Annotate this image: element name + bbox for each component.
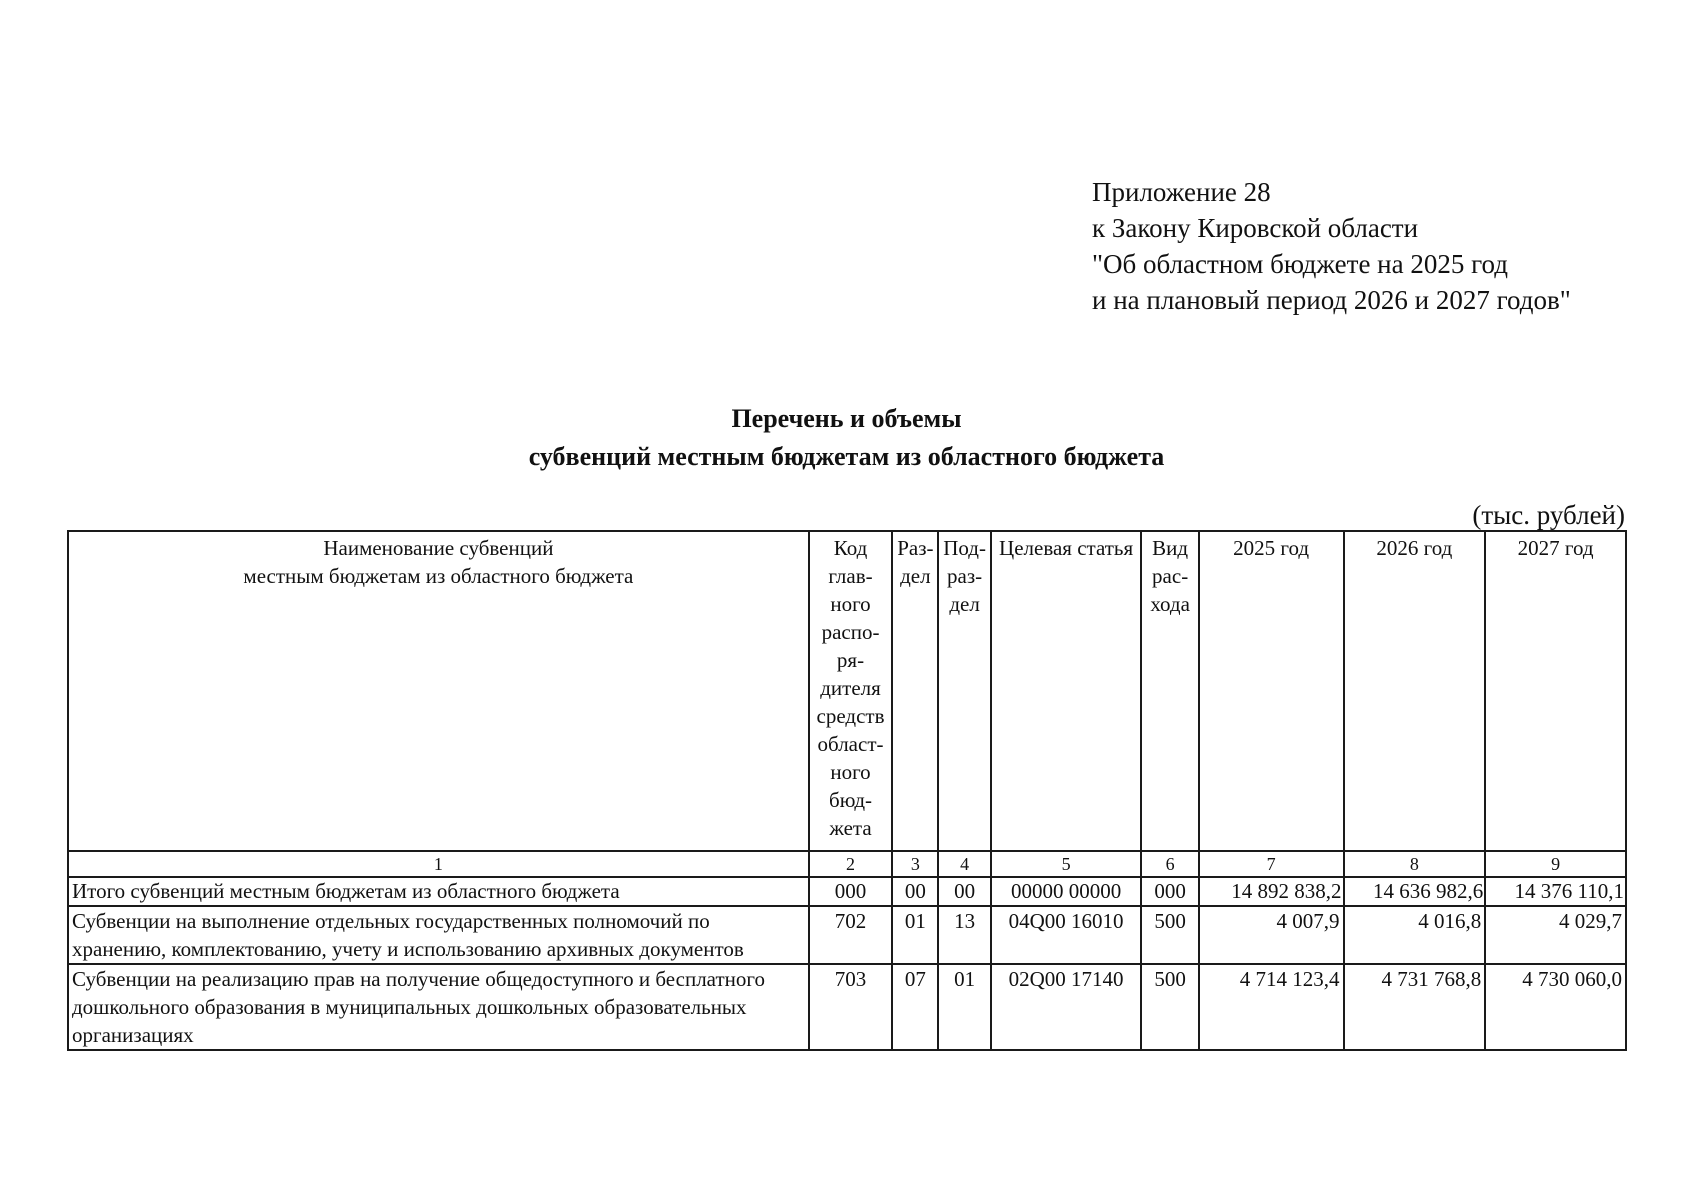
total-name: Итого субвенций местным бюджетам из областного бюджета	[68, 877, 809, 906]
appendix-block	[1092, 174, 1571, 318]
row-name: Субвенции на реализацию прав на получение общедоступного и бесплатного дошкольного образования в муниципальных дошкольных образовательных организациях	[68, 964, 809, 1050]
header-2026: 2026 год	[1344, 531, 1486, 851]
row-2027: 4 730 060,0	[1485, 964, 1626, 1050]
row-2027: 4 029,7	[1485, 906, 1626, 964]
row-target: 04Q00 16010	[991, 906, 1142, 964]
header-subsection: Под-раз-дел	[938, 531, 990, 851]
row-2026: 4 731 768,8	[1344, 964, 1486, 1050]
table-row	[68, 906, 1626, 964]
appendix-line-3: "Об областном бюджете на 2025 год	[1092, 249, 1508, 279]
total-target: 00000 00000	[991, 877, 1142, 906]
title-line-1: Перечень и объемы	[731, 404, 962, 433]
header-name-line-2: местным бюджетам из областного бюджета	[243, 564, 634, 588]
header-2025: 2025 год	[1199, 531, 1344, 851]
units-label: (тыс. рублей)	[1472, 500, 1625, 530]
row-name: Субвенции на выполнение отдельных государственных полномочий по хранению, комплектованию, учету и использованию архивных документов	[68, 906, 809, 964]
header-name-line-1: Наименование субвенций	[323, 536, 554, 560]
row-2026: 4 016,8	[1344, 906, 1486, 964]
row-target: 02Q00 17140	[991, 964, 1142, 1050]
total-code: 000	[809, 877, 892, 906]
column-number: 4	[938, 851, 990, 877]
row-subsection: 13	[938, 906, 990, 964]
header-2027: 2027 год	[1485, 531, 1626, 851]
total-2025: 14 892 838,2	[1199, 877, 1344, 906]
row-subsection: 01	[938, 964, 990, 1050]
row-2025: 4 007,9	[1199, 906, 1344, 964]
row-expense-type: 500	[1141, 964, 1198, 1050]
row-expense-type: 500	[1141, 906, 1198, 964]
row-code: 702	[809, 906, 892, 964]
appendix-line-4: и на плановый период 2026 и 2027 годов"	[1092, 285, 1571, 315]
column-number: 5	[991, 851, 1142, 877]
table-row	[68, 964, 1626, 1050]
appendix-line-2: к Закону Кировской области	[1092, 213, 1419, 243]
column-number: 1	[68, 851, 809, 877]
total-expense-type: 000	[1141, 877, 1198, 906]
total-subsection: 00	[938, 877, 990, 906]
appendix-line-1: Приложение 28	[1092, 177, 1271, 207]
total-2027: 14 376 110,1	[1485, 877, 1626, 906]
total-section: 00	[892, 877, 938, 906]
subventions-table	[67, 530, 1627, 1051]
row-section: 01	[892, 906, 938, 964]
column-number: 3	[892, 851, 938, 877]
total-row	[68, 877, 1626, 906]
document-title	[0, 400, 1693, 476]
row-2025: 4 714 123,4	[1199, 964, 1344, 1050]
table-header-row	[68, 531, 1626, 851]
column-number: 2	[809, 851, 892, 877]
column-number: 9	[1485, 851, 1626, 877]
column-number: 8	[1344, 851, 1486, 877]
row-code: 703	[809, 964, 892, 1050]
header-expense-type: Вид рас-хода	[1141, 531, 1198, 851]
header-section: Раз-дел	[892, 531, 938, 851]
column-number: 6	[1141, 851, 1198, 877]
column-number: 7	[1199, 851, 1344, 877]
row-section: 07	[892, 964, 938, 1050]
header-code: Код глав-ного распо-ря-дителя средств област-ного бюд-жета	[809, 531, 892, 851]
header-name	[68, 531, 809, 851]
total-2026: 14 636 982,6	[1344, 877, 1486, 906]
title-line-2: субвенций местным бюджетам из областного бюджета	[528, 442, 1165, 471]
header-target: Целевая статья	[991, 531, 1142, 851]
column-number-row	[68, 851, 1626, 877]
